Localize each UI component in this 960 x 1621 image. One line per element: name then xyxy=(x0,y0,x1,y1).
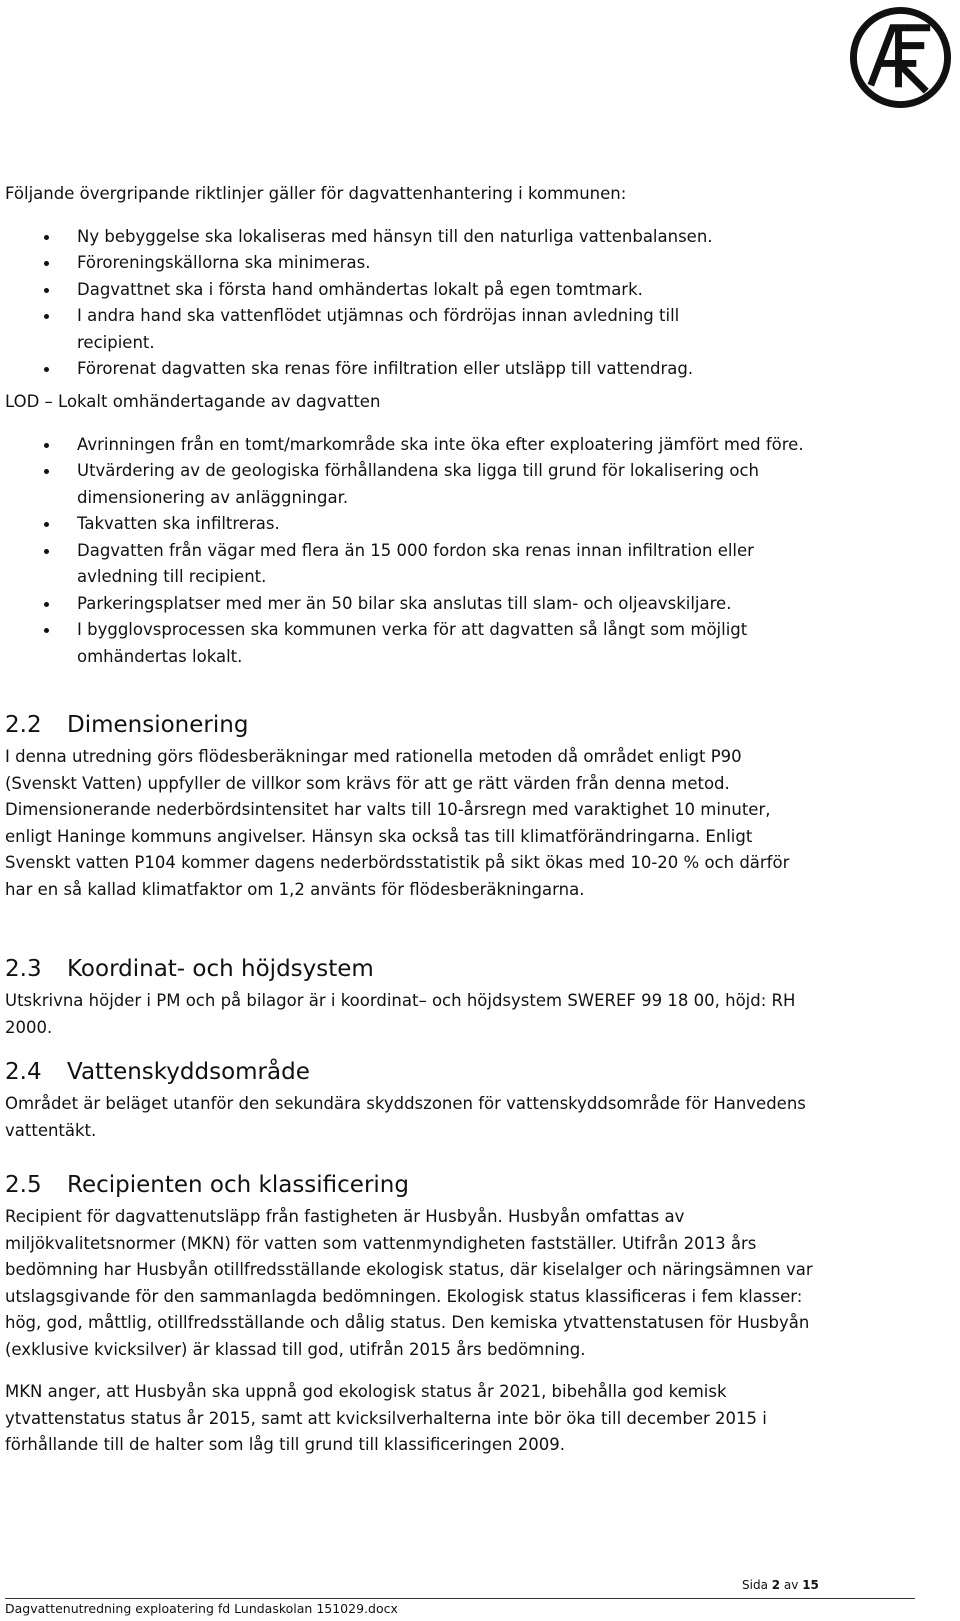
lod-section xyxy=(5,372,835,670)
bullet-icon xyxy=(44,288,49,293)
bullet-icon xyxy=(44,314,49,319)
list-item: Dagvattnet ska i första hand omhändertas lokalt på egen tomtmark. xyxy=(5,277,835,304)
section-text: I denna utredning görs flödesberäkningar med rationella metoden då området enligt P90 (Svenskt Vatten) uppfyller de villkor som krävs för att ge rätt värden från denna metod. Dimensionerande nederbördsintensitet har valts till 10-årsregn med varaktighet 10 minuter, enligt Haninge kommuns angivelser. Hänsyn ska också tas till klimatförändringarna. Enligt Svenskt vatten P104 kommer dagens nederbördsstatistik på sikt ökas med 10-20 % och därför har en så kallad klimatfaktor om 1,2 använts för flödesberäkningarna. xyxy=(5,747,790,899)
lod-list xyxy=(5,432,835,671)
bullet-icon xyxy=(44,549,49,554)
section-heading: 2.5 Recipienten och klassificering xyxy=(5,1172,409,1198)
section-text: Recipient för dagvattenutsläpp från fastigheten är Husbyån. Husbyån omfattas av miljökvalitetsnormer (MKN) för vatten som vattenmyndigheten fastställer. Utifrån 2013 års bedömning har Husbyån otillfredsställande ekologisk status, där kiselalger och näringsämnen var utslagsgivande för den sammanlagda bedömningen. Ekologisk status klassificeras i fem klasser: hög, god, måttlig, otillfredsställande och dålig status. Den kemiska ytvattenstatusen för Husbyån (exklusive kvicksilver) är klassad till god, utifrån 2015 års bedömning. xyxy=(5,1207,813,1359)
section-heading: 2.2 Dimensionering xyxy=(5,712,249,738)
section-text: MKN anger, att Husbyån ska uppnå god ekologisk status år 2021, bibehålla god kemisk ytvattenstatus status år 2015, samt att kvicksilverhalterna inte bör öka till december 2015 i förhållande till de halter som låg till grund till klassificeringen 2009. xyxy=(5,1382,767,1454)
section-vattenskydd xyxy=(5,1057,835,1144)
footer-divider xyxy=(5,1598,915,1599)
section-heading: 2.4 Vattenskyddsområde xyxy=(5,1059,310,1085)
list-item: I andra hand ska vattenflödet utjämnas och fördröjas innan avledning till recipient. xyxy=(5,303,835,356)
list-item: Parkeringsplatser med mer än 50 bilar ska anslutas till slam- och oljeavskiljare. xyxy=(5,591,835,618)
list-item: Föroreningskällorna ska minimeras. xyxy=(5,250,835,277)
list-item: I bygglovsprocessen ska kommunen verka för att dagvatten så långt som möjligt omhändertas lokalt. xyxy=(5,617,835,670)
footer-filename: Dagvattenutredning exploatering fd Lundaskolan 151029.docx xyxy=(5,1601,398,1616)
list-item: Takvatten ska infiltreras. xyxy=(5,511,835,538)
guidelines-list xyxy=(5,224,835,383)
lod-intro: LOD – Lokalt omhändertagande av dagvatten xyxy=(5,391,381,411)
company-logo-icon xyxy=(847,4,954,111)
bullet-icon xyxy=(44,522,49,527)
list-item: Utvärdering av de geologiska förhållandena ska ligga till grund för lokalisering och dimensionering av anläggningar. xyxy=(5,458,835,511)
section-text: Utskrivna höjder i PM och på bilagor är i koordinat– och höjdsystem SWEREF 99 18 00, höjd: RH 2000. xyxy=(5,991,796,1037)
section-koordinat xyxy=(5,954,835,1041)
bullet-icon xyxy=(44,469,49,474)
bullet-icon xyxy=(44,628,49,633)
list-item: Dagvatten från vägar med flera än 15 000 fordon ska renas innan infiltration eller avledning till recipient. xyxy=(5,538,835,591)
list-item: Ny bebyggelse ska lokaliseras med hänsyn till den naturliga vattenbalansen. xyxy=(5,224,835,251)
bullet-icon xyxy=(44,602,49,607)
page-number: Sida 2 av 15 xyxy=(742,1578,819,1592)
bullet-icon xyxy=(44,443,49,448)
bullet-icon xyxy=(44,235,49,240)
section-text: Området är beläget utanför den sekundära skyddszonen för vattenskyddsområde för Hanvedens vattentäkt. xyxy=(5,1094,806,1140)
guidelines-intro: Följande övergripande riktlinjer gäller för dagvattenhantering i kommunen: xyxy=(5,183,627,203)
section-dimensionering xyxy=(5,710,835,903)
bullet-icon xyxy=(44,261,49,266)
list-item: Avrinningen från en tomt/markområde ska inte öka efter exploatering jämfört med före. xyxy=(5,432,835,459)
section-recipienten xyxy=(5,1170,835,1459)
guidelines-section xyxy=(5,164,835,383)
list-item: Förorenat dagvatten ska renas före infiltration eller utsläpp till vattendrag. xyxy=(5,356,835,383)
section-heading: 2.3 Koordinat- och höjdsystem xyxy=(5,956,374,982)
